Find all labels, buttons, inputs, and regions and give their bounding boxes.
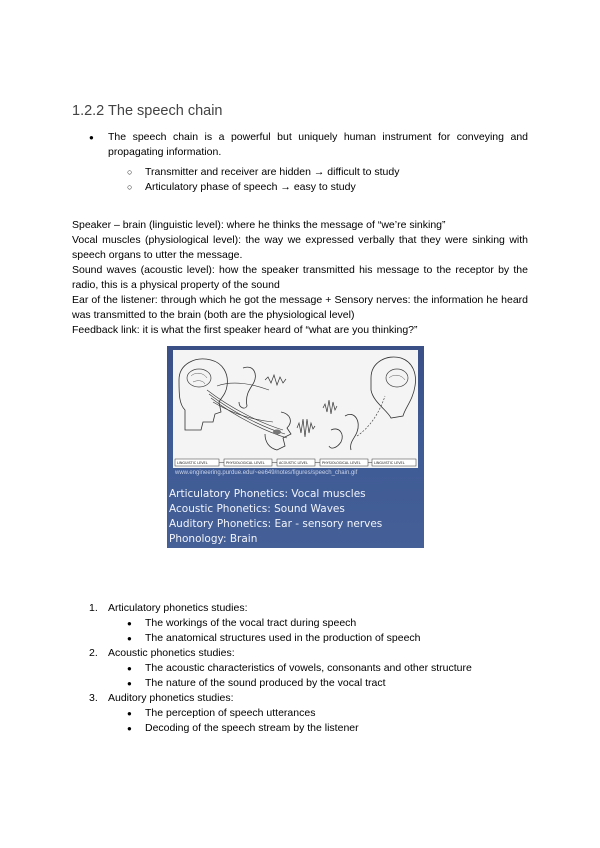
nested-bullet [72, 676, 528, 691]
bullet-dot-icon: ● [127, 634, 132, 643]
paragraph-sound-waves: Sound waves (acoustic level): how the speaker transmitted his message to the receptor by the radio, this is a physical property of the sound [72, 264, 528, 291]
hollow-circle-icon: ○ [127, 182, 133, 192]
nested-bullet-text: The perception of speech utterances [145, 707, 316, 719]
sub-bullets [72, 165, 528, 195]
hollow-circle-icon: ○ [127, 167, 133, 177]
sub-bullet-text: Transmitter and receiver are hidden → difficult to study [145, 166, 400, 178]
sub-bullet-item [72, 165, 528, 180]
item-title: Articulatory phonetics studies: [108, 602, 248, 614]
explanation-paragraphs [72, 218, 528, 338]
speech-chain-illustration [173, 350, 418, 468]
bullet-dot-icon: ● [127, 709, 132, 718]
level-label: LINGUISTIC LEVEL [177, 461, 208, 465]
paragraph-feedback: Feedback link: it is what the first speaker heard of “what are you thinking?” [72, 324, 418, 336]
bullet-dot-icon: ● [127, 619, 132, 628]
sub-bullet-item [72, 180, 528, 195]
speech-chain-figure [167, 346, 424, 548]
speech-chain-diagram [173, 350, 418, 468]
nested-bullet [72, 721, 528, 736]
level-label: PHYSIOLOGICAL LEVEL [226, 461, 265, 465]
intro-bullets [72, 130, 528, 195]
bullet-item [72, 130, 528, 160]
nested-bullet [72, 631, 528, 646]
item-title: Acoustic phonetics studies: [108, 647, 235, 659]
numbered-item [72, 601, 528, 616]
level-label: PHYSIOLOGICAL LEVEL [322, 461, 361, 465]
caption-line: Articulatory Phonetics: Vocal muscles [169, 488, 366, 500]
paragraph-speaker: Speaker – brain (linguistic level): where he thinks the message of “we’re sinking” [72, 219, 446, 231]
section-heading: 1.2.2 The speech chain [72, 103, 223, 119]
sub-bullet-text: Articulatory phase of speech → easy to study [145, 181, 356, 193]
item-number: 2. [89, 647, 98, 659]
bullet-dot-icon: ● [89, 133, 94, 142]
numbered-item [72, 691, 528, 706]
level-label: ACOUSTIC LEVEL [279, 461, 308, 465]
bullet-dot-icon: ● [127, 679, 132, 688]
item-number: 1. [89, 602, 98, 614]
nested-bullet-text: The acoustic characteristics of vowels, consonants and other structure [145, 662, 472, 674]
nested-bullet-text: The workings of the vocal tract during speech [145, 617, 357, 629]
nested-bullet [72, 616, 528, 631]
caption-line: Phonology: Brain [169, 533, 258, 545]
item-title: Auditory phonetics studies: [108, 692, 234, 704]
paragraph-vocal-muscles: Vocal muscles (physiological level): the way we expressed verbally that they were sinking with speech organs to utter the message. [72, 234, 528, 261]
caption-line: Acoustic Phonetics: Sound Waves [169, 503, 345, 515]
bullet-dot-icon: ● [127, 724, 132, 733]
caption-line: Auditory Phonetics: Ear - sensory nerves [169, 518, 383, 530]
nested-bullet-text: The anatomical structures used in the production of speech [145, 632, 421, 644]
numbered-item [72, 646, 528, 661]
nested-bullet [72, 661, 528, 676]
nested-bullet-text: The nature of the sound produced by the vocal tract [145, 677, 386, 689]
level-label: LINGUISTIC LEVEL [374, 461, 405, 465]
item-number: 3. [89, 692, 98, 704]
numbered-list [72, 601, 528, 736]
nested-bullet-text: Decoding of the speech stream by the listener [145, 722, 359, 734]
figure-source-url: www.engineering.purdue.edu/~ee649/notes/figures/speech_chain.gif [175, 470, 358, 476]
bullet-text: The speech chain is a powerful but uniquely human instrument for conveying and propagating information. [108, 131, 528, 158]
paragraph-ear: Ear of the listener: through which he got the message + Sensory nerves: the information he heard was transmitted to the brain (both are the physiological level) [72, 294, 528, 321]
figure-captions [169, 487, 382, 547]
bullet-dot-icon: ● [127, 664, 132, 673]
nested-bullet [72, 706, 528, 721]
